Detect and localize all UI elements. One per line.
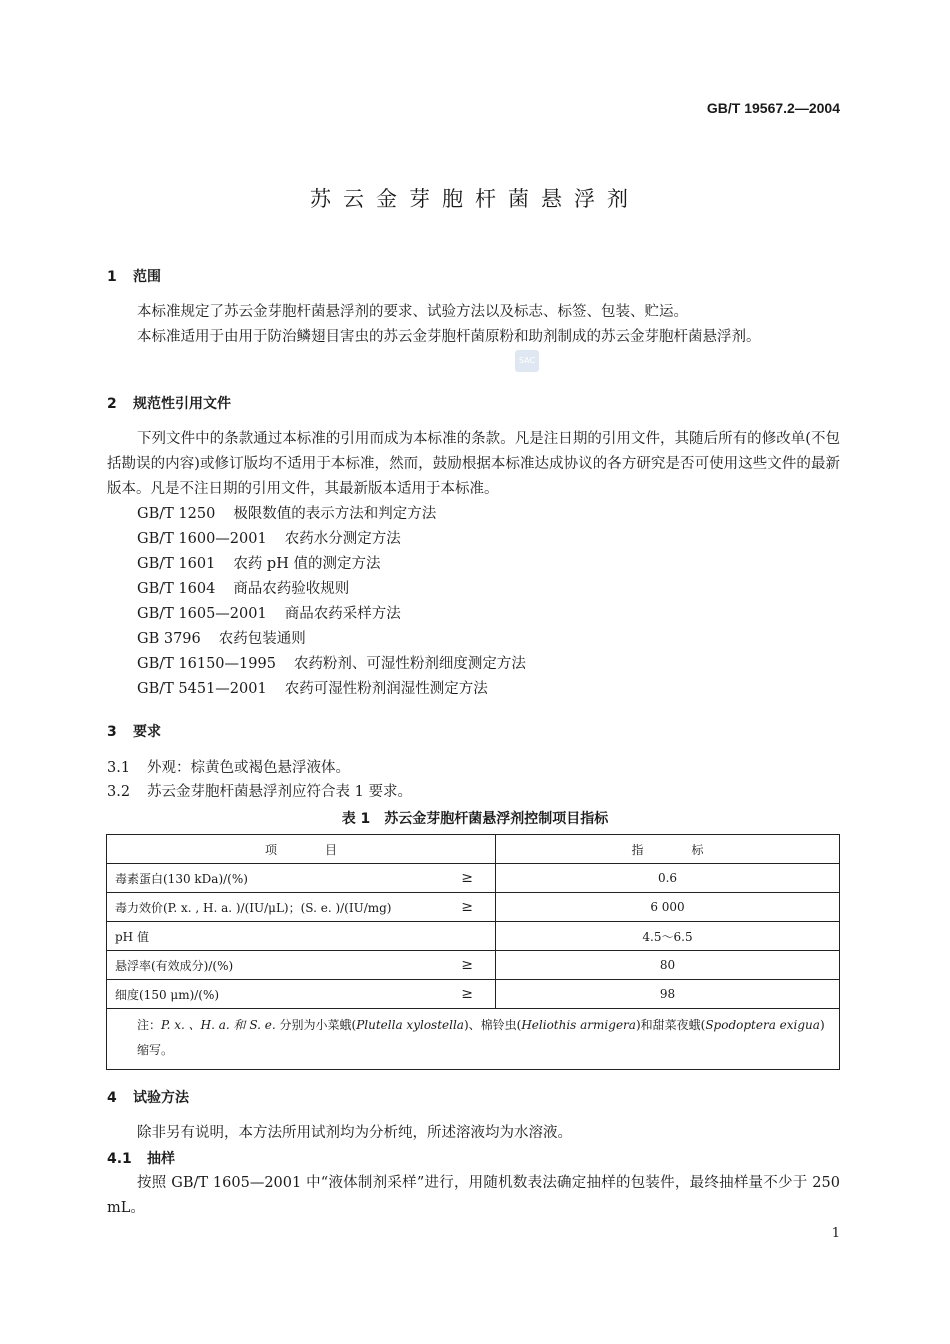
row-value: 80 [496, 951, 840, 980]
section-title: 范围 [133, 269, 161, 285]
section-title: 要求 [133, 724, 161, 740]
section-4-heading [107, 1087, 189, 1107]
clause-3-1 [107, 756, 350, 781]
reference-item: GB/T 1604 商品农药验收规则 [137, 581, 350, 597]
reference-item: GB/T 1601 农药 pH 值的测定方法 [137, 556, 381, 572]
operator: ≥ [461, 985, 473, 1002]
clause-number: 4.1 [107, 1151, 132, 1167]
section-number: 2 [107, 396, 117, 412]
reference-item: GB/T 16150—1995 农药粉剂、可湿性粉剂细度测定方法 [137, 656, 526, 672]
row-value: 4.5～6.5 [496, 922, 840, 951]
clause-3-2 [107, 780, 412, 805]
header-value: 指 标 [496, 835, 840, 864]
paragraph: 除非另有说明，本方法所用试剂均为分析纯，所述溶液均为水溶液。 [137, 1125, 572, 1141]
table-header-row [107, 835, 840, 864]
table-note: 注：P. x. 、H. a. 和 S. e. 分别为小菜蛾(Plutella xylostella)、棉铃虫(Heliothis armigera)和甜菜夜蛾(Spodoptera exigua)缩写。 [107, 1009, 840, 1070]
row-item: pH 值 [107, 922, 496, 951]
row-value: 0.6 [496, 864, 840, 893]
section-3-heading [107, 721, 161, 741]
section-number: 3 [107, 724, 117, 740]
clause-text: 苏云金芽胞杆菌悬浮剂应符合表 1 要求。 [147, 784, 412, 800]
section-title: 试验方法 [133, 1090, 189, 1106]
row-value: 6 000 [496, 893, 840, 922]
table-row [107, 864, 840, 893]
row-item: 细度(150 μm)/(%) ≥ [107, 980, 496, 1009]
row-value: 98 [496, 980, 840, 1009]
row-item: 毒力效价(P. x. , H. a. )/(IU/μL)；(S. e. )/(IU/mg) ≥ [107, 893, 496, 922]
reference-item: GB/T 5451—2001 农药可湿性粉剂润湿性测定方法 [137, 681, 488, 697]
paragraph: 本标准规定了苏云金芽胞杆菌悬浮剂的要求、试验方法以及标志、标签、包装、贮运。 [137, 304, 688, 320]
clause-4-1-heading [107, 1148, 175, 1168]
section-1-heading [107, 266, 161, 286]
page-number: 1 [831, 1226, 840, 1241]
spec-table [106, 834, 840, 1070]
clause-text: 外观：棕黄色或褐色悬浮液体。 [147, 760, 350, 776]
reference-item: GB 3796 农药包装通则 [137, 631, 306, 647]
operator: ≥ [461, 898, 473, 915]
section-2-heading [107, 393, 231, 413]
header-item: 项 目 [107, 835, 496, 864]
table-note-row [107, 1009, 840, 1070]
reference-item: GB/T 1600—2001 农药水分测定方法 [137, 531, 401, 547]
table-row [107, 893, 840, 922]
reference-item: GB/T 1605—2001 商品农药采样方法 [137, 606, 401, 622]
sac-logo-icon: SAC [515, 350, 539, 372]
clause-number: 3.1 [107, 760, 131, 776]
paragraph: 按照 GB/T 1605—2001 中“液体制剂采样”进行，用随机数表法确定抽样的包装件，最终抽样量不少于 250 mL。 [107, 1175, 840, 1216]
reference-item: GB/T 1250 极限数值的表示方法和判定方法 [137, 506, 437, 522]
standard-number: GB/T 19567.2—2004 [706, 100, 840, 116]
table-row [107, 980, 840, 1009]
table-row [107, 922, 840, 951]
document-title: 苏云金芽胞杆菌悬浮剂 [310, 187, 640, 211]
row-item: 悬浮率(有效成分)/(%) ≥ [107, 951, 496, 980]
operator: ≥ [461, 956, 473, 973]
paragraph: 本标准适用于由用于防治鳞翅目害虫的苏云金芽胞杆菌原粉和助剂制成的苏云金芽胞杆菌悬浮剂。 [137, 329, 761, 345]
clause-title: 抽样 [147, 1151, 175, 1167]
operator: ≥ [461, 869, 473, 886]
section-title: 规范性引用文件 [133, 396, 231, 412]
section-number: 4 [107, 1090, 117, 1106]
paragraph: 下列文件中的条款通过本标准的引用而成为本标准的条款。凡是注日期的引用文件，其随后所有的修改单(不包括勘误的内容)或修订版均不适用于本标准，然而，鼓励根据本标准达成协议的各方研究是否可使用这些文件的最新版本。凡是不注日期的引用文件，其最新版本适用于本标准。 [107, 431, 840, 497]
clause-number: 3.2 [107, 784, 131, 800]
section-number: 1 [107, 269, 117, 285]
row-item: 毒素蛋白(130 kDa)/(%) ≥ [107, 864, 496, 893]
table-row [107, 951, 840, 980]
table-caption: 表 1 苏云金芽胞杆菌悬浮剂控制项目指标 [341, 811, 609, 827]
